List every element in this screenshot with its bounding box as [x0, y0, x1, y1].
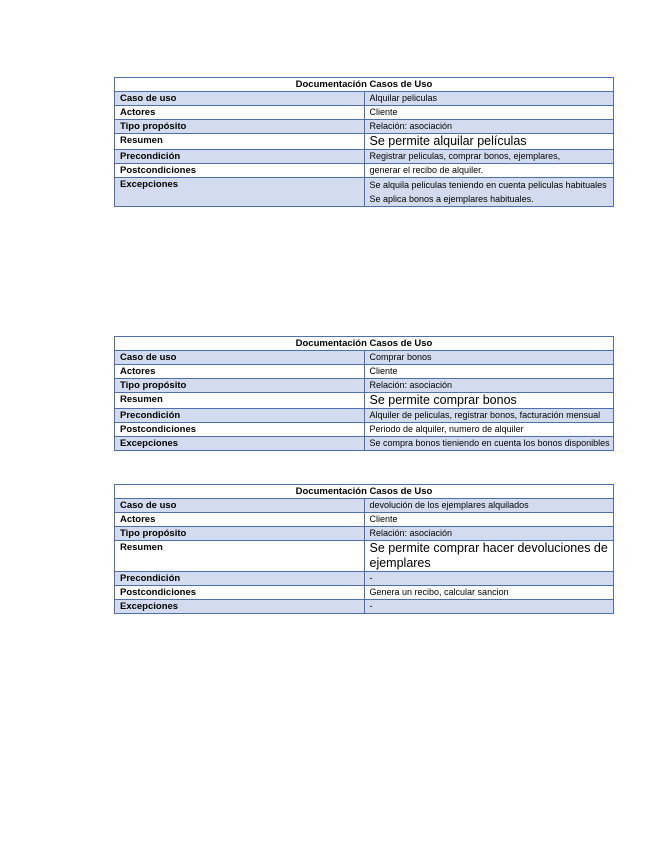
row-label-caso-de-uso: Caso de uso: [115, 351, 365, 365]
row-label-tipo-proposito: Tipo propósito: [115, 120, 365, 134]
row-value-excepciones: -: [364, 600, 614, 614]
row-value-postcondiciones: Periodo de alquiler, numero de alquiler: [364, 423, 614, 437]
row-label-precondicion: Precondición: [115, 150, 365, 164]
row-label-resumen: Resumen: [115, 134, 365, 150]
row-value-postcondiciones: Genera un recibo, calcular sancion: [364, 586, 614, 600]
table-row: [115, 541, 614, 572]
row-value-caso-de-uso: Alquilar peliculas: [364, 92, 614, 106]
row-value-tipo-proposito: Relación: asociación: [364, 379, 614, 393]
row-value-postcondiciones: generar el recibo de alquiler.: [364, 164, 614, 178]
row-value-tipo-proposito: Relación: asociación: [364, 527, 614, 541]
table-row: [115, 409, 614, 423]
table-row: [115, 437, 614, 451]
table-title: Documentación Casos de Uso: [115, 78, 614, 92]
row-label-tipo-proposito: Tipo propósito: [115, 527, 365, 541]
row-value-resumen: Se permite alquilar películas: [364, 134, 614, 150]
row-label-precondicion: Precondición: [115, 409, 365, 423]
table-row: [115, 423, 614, 437]
use-case-table-devolucion: [114, 484, 614, 614]
table-row: [115, 600, 614, 614]
use-case-table-comprar-bonos: [114, 336, 614, 451]
row-value-precondicion: Alquiler de peliculas, registrar bonos, facturación mensual: [364, 409, 614, 423]
row-value-resumen: Se permite comprar hacer devoluciones de ejemplares: [364, 541, 614, 572]
table-row: [115, 92, 614, 106]
table-row: [115, 164, 614, 178]
row-label-excepciones: Excepciones: [115, 437, 365, 451]
table-row: [115, 499, 614, 513]
table-row: [115, 393, 614, 409]
row-value-caso-de-uso: devolución de los ejemplares alquilados: [364, 499, 614, 513]
table-title: Documentación Casos de Uso: [115, 485, 614, 499]
table-row: [115, 351, 614, 365]
row-value-actores: Cliente: [364, 513, 614, 527]
row-value-actores: Cliente: [364, 106, 614, 120]
row-label-actores: Actores: [115, 106, 365, 120]
row-label-caso-de-uso: Caso de uso: [115, 92, 365, 106]
row-value-caso-de-uso: Comprar bonos: [364, 351, 614, 365]
row-label-tipo-proposito: Tipo propósito: [115, 379, 365, 393]
table-row: [115, 106, 614, 120]
row-label-postcondiciones: Postcondiciones: [115, 586, 365, 600]
row-value-excepciones: [364, 178, 614, 207]
table-row: [115, 527, 614, 541]
row-label-caso-de-uso: Caso de uso: [115, 499, 365, 513]
row-label-resumen: Resumen: [115, 393, 365, 409]
row-value-tipo-proposito: Relación: asociación: [364, 120, 614, 134]
table-title: Documentación Casos de Uso: [115, 337, 614, 351]
table-row: [115, 365, 614, 379]
row-label-excepciones: Excepciones: [115, 178, 365, 207]
row-value-precondicion: Registrar peliculas, comprar bonos, ejemplares,: [364, 150, 614, 164]
table-row: [115, 150, 614, 164]
row-label-resumen: Resumen: [115, 541, 365, 572]
table-row: [115, 178, 614, 207]
table-row: [115, 134, 614, 150]
row-label-precondicion: Precondición: [115, 572, 365, 586]
row-value-precondicion: -: [364, 572, 614, 586]
table-row: [115, 120, 614, 134]
row-value-excepciones: Se compra bonos tieniendo en cuenta los bonos disponibles: [364, 437, 614, 451]
row-label-actores: Actores: [115, 365, 365, 379]
row-label-postcondiciones: Postcondiciones: [115, 423, 365, 437]
table-row: [115, 572, 614, 586]
excepciones-line-2: Se aplica bonos a ejemplares habituales.: [369, 194, 534, 204]
row-label-actores: Actores: [115, 513, 365, 527]
excepciones-line-1: Se alquila peliculas teniendo en cuenta peliculas habituales: [369, 180, 607, 190]
table-row: [115, 379, 614, 393]
row-value-actores: Cliente: [364, 365, 614, 379]
row-label-excepciones: Excepciones: [115, 600, 365, 614]
table-row: [115, 586, 614, 600]
use-case-table-alquilar: [114, 77, 614, 207]
table-row: [115, 513, 614, 527]
row-value-resumen: Se permite comprar bonos: [364, 393, 614, 409]
row-label-postcondiciones: Postcondiciones: [115, 164, 365, 178]
